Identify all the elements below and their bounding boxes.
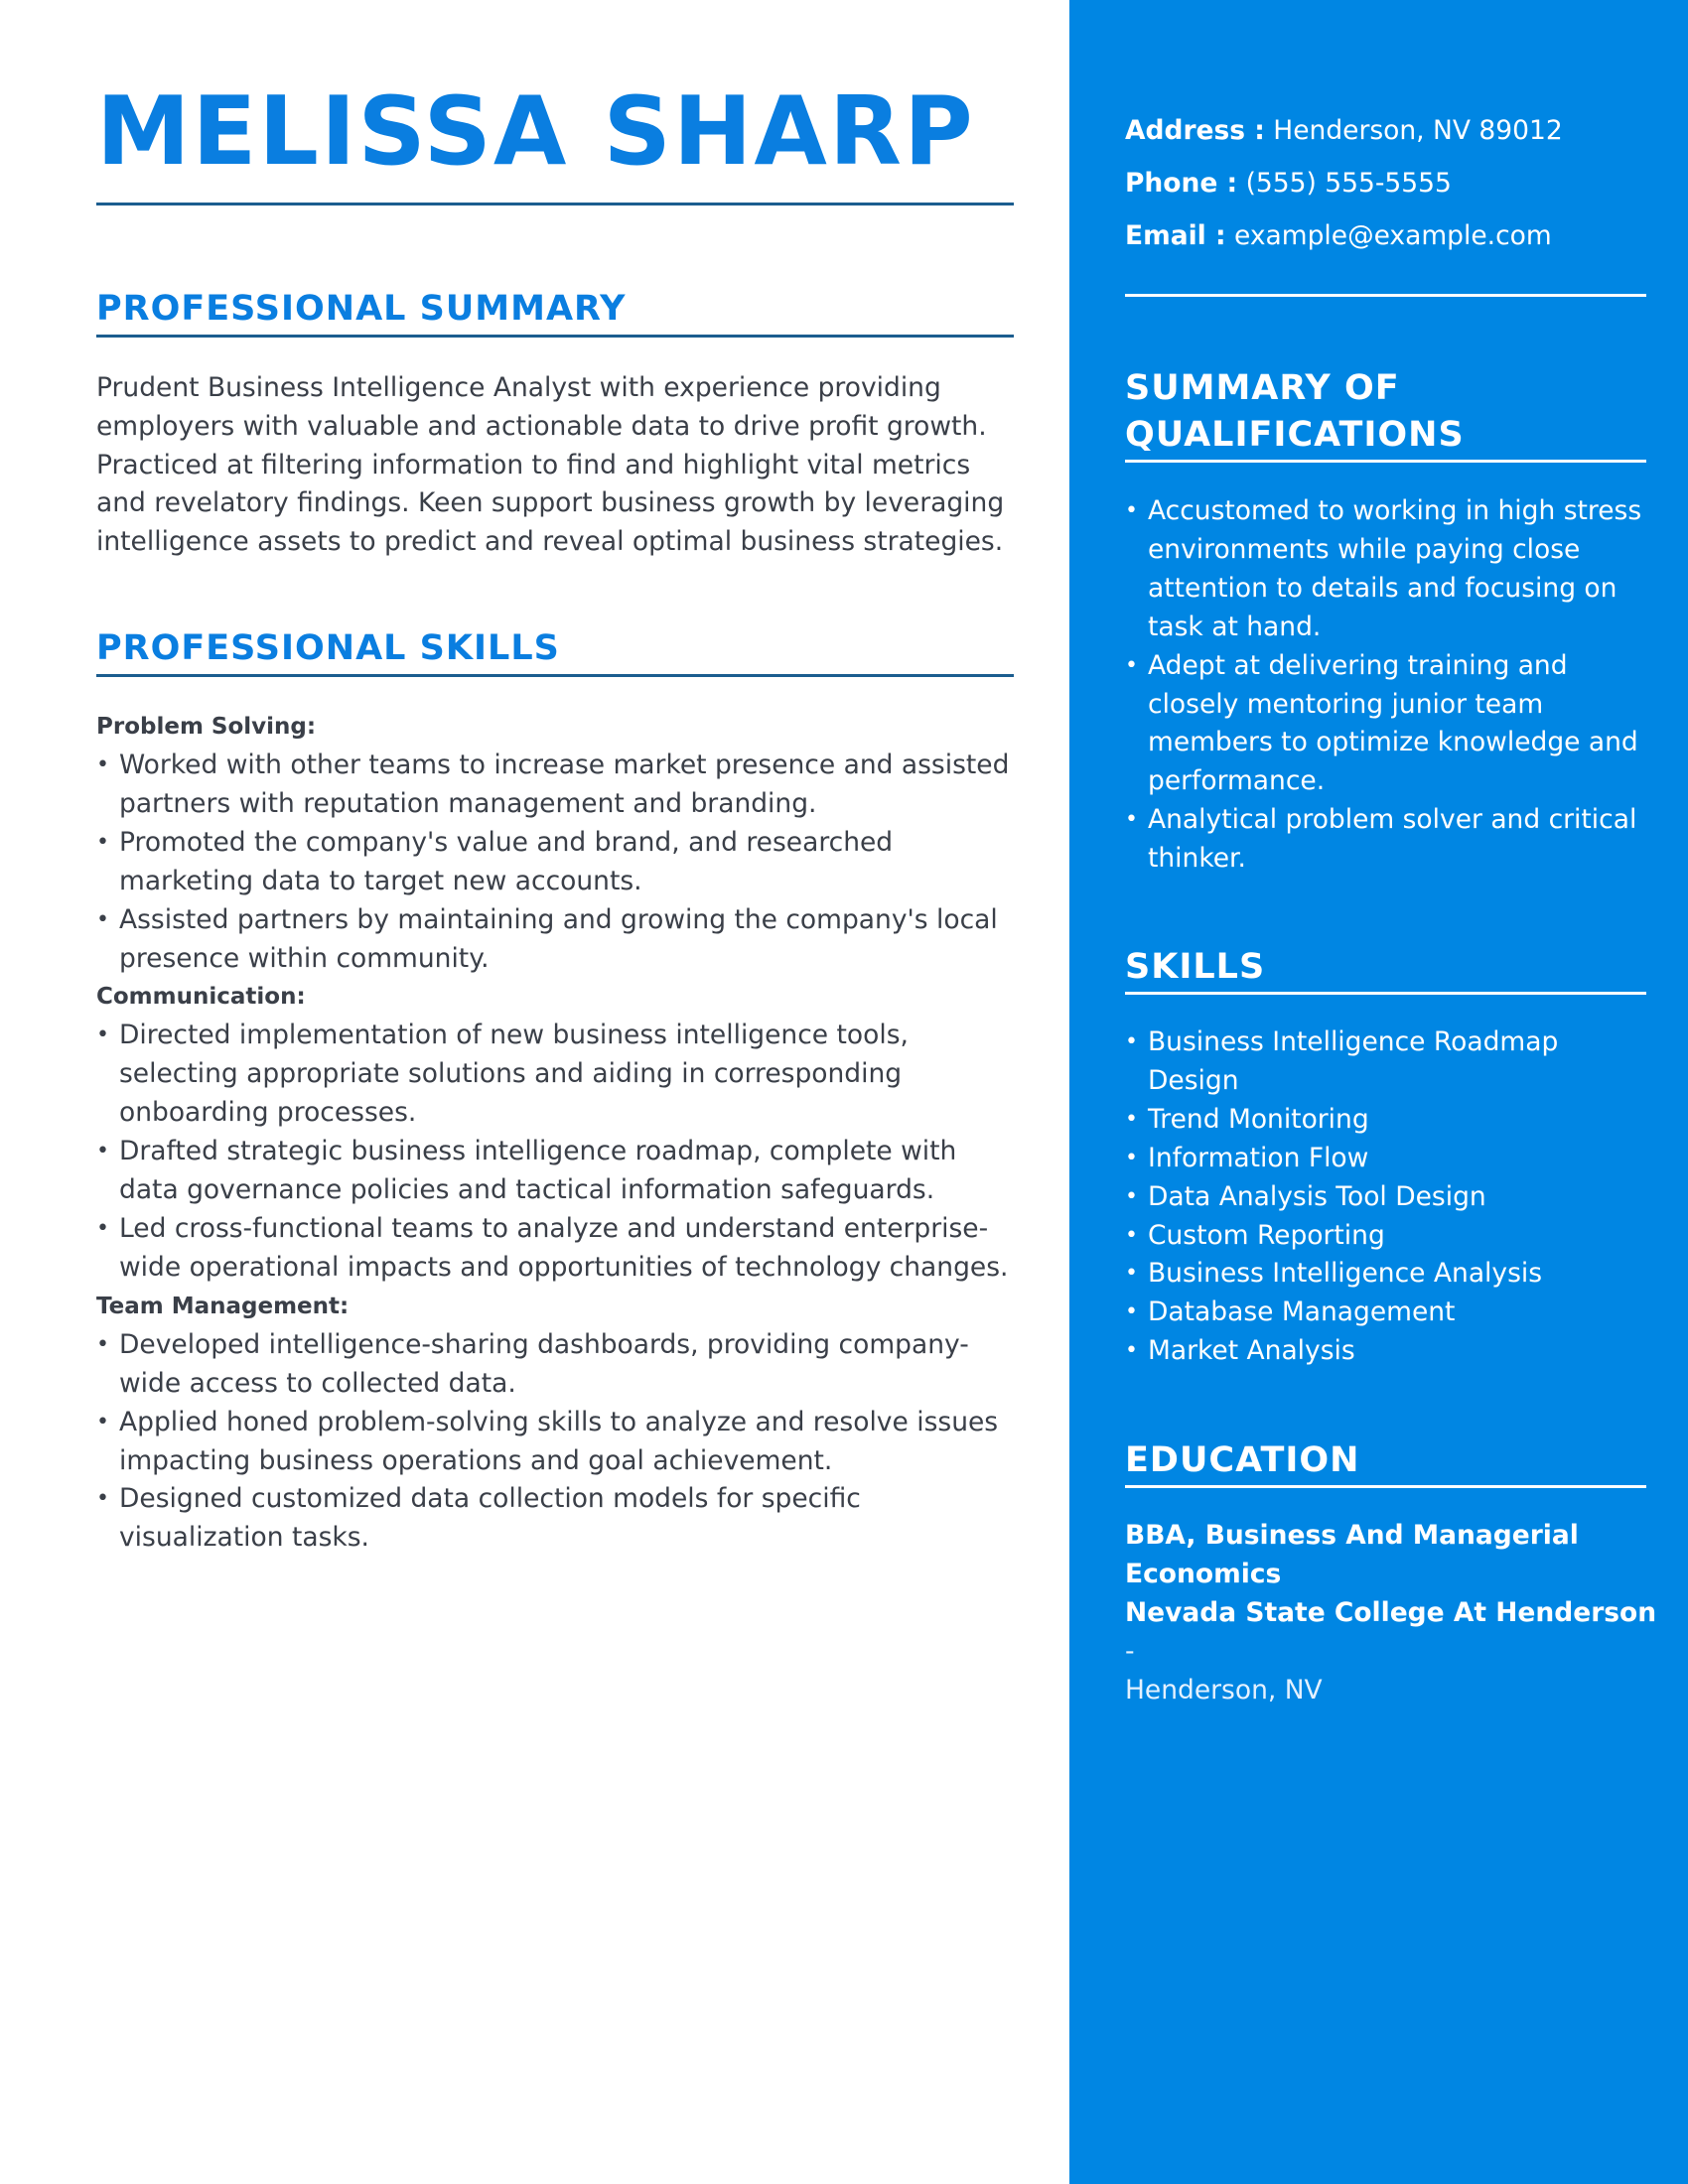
list-item-text: Data Analysis Tool Design — [1148, 1180, 1486, 1212]
bullet-icon: • — [1125, 1183, 1138, 1209]
bullet-icon: • — [1125, 1299, 1138, 1325]
list-item — [1125, 492, 1646, 647]
education-title: EDUCATION — [1125, 1440, 1360, 1480]
list-item — [96, 747, 1014, 824]
bullet-icon: • — [1125, 498, 1138, 523]
list-item-text: Analytical problem solver and critical thinker. — [1148, 804, 1637, 875]
education-location: Henderson, NV — [1125, 1674, 1323, 1706]
qualifications-divider — [1125, 460, 1646, 463]
address-value: Henderson, NV 89012 — [1273, 115, 1563, 146]
list-item — [96, 901, 1014, 979]
list-item-text: Adept at delivering training and closely mentoring junior team members to optimize knowledge and performance. — [1148, 649, 1638, 797]
professional-skills-title: PROFESSIONAL SKILLS — [96, 628, 560, 668]
phone-label: Phone : — [1125, 168, 1238, 199]
list-item-text: Designed customized data collection models for specific visualization tasks. — [119, 1483, 861, 1554]
professional-summary-text: Prudent Business Intelligence Analyst with experience providing employers with valuable and actionable data to drive profit growth. Practiced at filtering information to find and highlight vital metrics and revelatory findings. Keen support business growth by leveraging intelligence assets to predict and reveal optimal business strategies. — [96, 372, 1005, 558]
list-item-text: Business Intelligence Roadmap Design — [1148, 1026, 1559, 1096]
list-item-text: Drafted strategic business intelligence roadmap, complete with data governance policies and tactical information safeguards. — [119, 1136, 957, 1206]
list-item-text: Market Analysis — [1148, 1335, 1355, 1367]
list-item — [96, 1210, 1014, 1288]
list-item — [1125, 1294, 1646, 1332]
bullet-icon: • — [96, 1215, 109, 1241]
professional-skills-divider — [96, 674, 1014, 677]
education-entry — [1125, 1517, 1661, 1710]
address-label: Address : — [1125, 115, 1265, 146]
skills-title: SKILLS — [1125, 947, 1266, 987]
list-item-text: Accustomed to working in high stress environments while paying close attention to details and focusing on task at hand. — [1148, 495, 1642, 642]
skill-group-items — [96, 1326, 1014, 1558]
list-item — [1125, 1140, 1646, 1178]
list-item — [1125, 1217, 1646, 1256]
contact-address — [1125, 112, 1681, 150]
bullet-icon: • — [1125, 1029, 1138, 1054]
contact-email — [1125, 217, 1681, 255]
list-item-text: Business Intelligence Analysis — [1148, 1258, 1543, 1290]
phone-value: (555) 555-5555 — [1245, 168, 1452, 199]
list-item — [96, 1133, 1014, 1210]
bullet-icon: • — [1125, 1145, 1138, 1170]
bullet-icon: • — [96, 1486, 109, 1512]
list-item-text: Promoted the company's value and brand, and researched marketing data to target new accounts. — [119, 826, 894, 896]
list-item — [96, 824, 1014, 901]
list-item — [96, 1480, 1014, 1558]
bullet-icon: • — [96, 1139, 109, 1164]
bullet-icon: • — [1125, 652, 1138, 678]
bullet-icon: • — [1125, 1222, 1138, 1248]
bullet-icon: • — [96, 1331, 109, 1357]
bullet-icon: • — [1125, 1338, 1138, 1364]
list-item — [1125, 1101, 1646, 1140]
education-divider — [1125, 1485, 1646, 1488]
list-item — [1125, 1024, 1646, 1101]
list-item-text: Trend Monitoring — [1148, 1103, 1369, 1135]
list-item-text: Developed intelligence-sharing dashboards, providing company-wide access to collected data. — [119, 1328, 969, 1399]
sidebar — [1069, 0, 1688, 2184]
skill-group-title: Problem Solving: — [96, 714, 317, 740]
bullet-icon: • — [1125, 1261, 1138, 1287]
skills-list — [1125, 1024, 1646, 1371]
bullet-icon: • — [96, 906, 109, 932]
list-item-text: Custom Reporting — [1148, 1219, 1385, 1251]
professional-skills-list — [96, 708, 1014, 1558]
education-degree: BBA, Business And Managerial Economics — [1125, 1520, 1579, 1589]
bullet-icon: • — [96, 1023, 109, 1048]
list-item — [96, 1404, 1014, 1481]
skill-group-title: Communication: — [96, 984, 306, 1011]
education-school: Nevada State College At Henderson — [1125, 1596, 1657, 1628]
list-item-text: Directed implementation of new business intelligence tools, selecting appropriate solutions and aiding in corresponding onboarding processes. — [119, 1020, 909, 1129]
candidate-name: MELISSA SHARP — [96, 77, 975, 187]
list-item-text: Information Flow — [1148, 1142, 1369, 1173]
email-label: Email : — [1125, 220, 1226, 251]
list-item-text: Applied honed problem-solving skills to analyze and resolve issues impacting business operations and goal achievement. — [119, 1406, 999, 1476]
skill-group-title: Team Management: — [96, 1293, 350, 1319]
list-item — [1125, 1332, 1646, 1371]
bullet-icon: • — [96, 829, 109, 855]
list-item-text: Worked with other teams to increase market presence and assisted partners with reputation management and branding. — [119, 750, 1010, 819]
name-divider — [96, 203, 1014, 205]
skills-divider — [1125, 992, 1646, 995]
education-separator: - — [1125, 1635, 1135, 1667]
professional-summary-divider — [96, 335, 1014, 338]
bullet-icon: • — [96, 752, 109, 777]
list-item — [1125, 801, 1646, 879]
skill-group-items — [96, 747, 1014, 978]
bullet-icon: • — [96, 1409, 109, 1434]
list-item — [96, 1017, 1014, 1133]
skill-group-items — [96, 1017, 1014, 1287]
list-item — [1125, 647, 1646, 802]
professional-summary-title: PROFESSIONAL SUMMARY — [96, 289, 627, 329]
list-item — [96, 1326, 1014, 1404]
email-value: example@example.com — [1234, 220, 1552, 251]
list-item-text: Database Management — [1148, 1297, 1456, 1328]
qualifications-title: SUMMARY OF QUALIFICATIONS — [1125, 368, 1465, 455]
list-item — [1125, 1255, 1646, 1294]
contact-phone — [1125, 165, 1681, 203]
list-item-text: Led cross-functional teams to analyze and understand enterprise-wide operational impacts and opportunities of technology changes. — [119, 1212, 1009, 1283]
list-item-text: Assisted partners by maintaining and growing the company's local presence within community. — [119, 903, 998, 974]
bullet-icon: • — [1125, 807, 1138, 833]
list-item — [1125, 1178, 1646, 1217]
contact-divider — [1125, 294, 1646, 297]
qualifications-list — [1125, 492, 1646, 879]
bullet-icon: • — [1125, 1106, 1138, 1132]
